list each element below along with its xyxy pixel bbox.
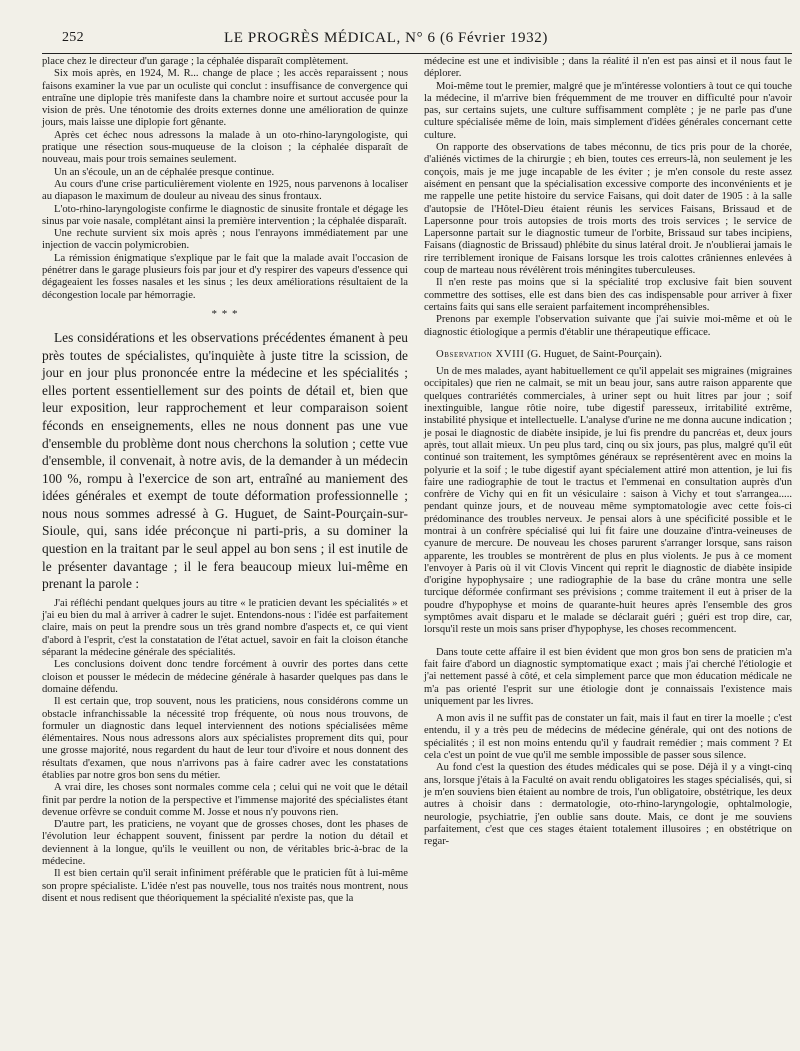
- paragraph: A mon avis il ne suffit pas de constater un fait, mais il faut en tirer la moelle ; c'est entendu, il y a très peu de médecins de médecine générale, qui ont des notions de spécialités ; il est non moins entendu qu'il y faudrait remédier ; mais comment ? Et cela c'est un point de vue qu'il me semble impossible de passer sous silence.: [424, 713, 792, 762]
- paragraph: Au cours d'une crise particulièrement violente en 1925, nous parvenons à localiser au diapason le maximum de douleur au niveau des sinus frontaux.: [42, 178, 408, 203]
- paragraph: Dans toute cette affaire il est bien évident que mon gros bon sens de praticien m'a fait faire d'abord un diagnostic symptomatique exact ; mais j'ai cherché l'étiologie et j'ai nettement passé à côté, et cela simplement parce que mon éducation médicale ne m'a pas orienté l'esprit sur une étiologie dont je connaissais l'existence mais uniquement par les livres.: [424, 646, 792, 707]
- paragraph: Un an s'écoule, un an de céphalée presque continue.: [54, 166, 275, 178]
- paragraph: Au fond c'est la question des études médicales qui se pose. Déjà il y a vingt-cinq ans, lorsque j'étais à la Faculté on avait rendu obligatoires les stages spécialisés, qui, si je m'en souviens bien étaient au nombre de trois, l'un obligatoire, obstétrique, les deux autres à choisir dans : dermatologie, oto-rhino-laryngologie, ophtalmologie, neurologie, psychiatrie, j'en oublie sans doute. Mais, ce dont je me souviens parfaitement, c'est que ces stages étaient totalement illusoires ; en obstétrique on regar-: [424, 762, 792, 848]
- paragraph: Un de mes malades, ayant habituellement ce qu'il appelait ses migraines (migraines occipitales) que rien ne calmait, se mit un beau jour, sans autre raison apparente que quelques contrariétés commerciales, à uriner sept ou huit litres par jour ; soif inextinguible, langue rôtie noire, tube digestif paresseux, irritabilité extrême, instabilité physique et intellectuelle. L'analyse d'urine ne me donna aucune indication ; je posai le diagnostic de diabète insipide, je lui fis prendre du pancréas et, deux jours après, tout allait mieux. Un peu plus tard, cinq ou six jours, pas plus, malgré qu'il eût continué son traitement, les symptômes généraux se représentèrent avec en moins la polyurie et la soif ; le tube digestif ayant spécialement attiré mon attention, je lui fis faire une radiographie de tout le tractus et l'emmenai en consultation auprès d'un confrère de Vichy qui en fit un vésiculaire : saison à Vichy et tout s'arrangea..... pendant quinze jours, et de nouveau même symptomatologie avec cette fois-ci prédominance des troubles nerveux. Je pensai alors à une spécificité possible et le montrai à un confrère spécialisé qui lui fit faire une douzaine d'intra-veineuses de cyanure de mercure. De nouveau les choses parurent s'arranger lorsque, sans raison apparente, les troubles se montrèrent de plus en plus violents. Je pus à ce moment l'envoyer à Paris où il vit Clovis Vincent qui reprit le diagnostic de diabète insipide d'origine hypophysaire ; une radiographie de la base du crâne montra une selle turcique déformée confirmant ses prévisions ; comme traitement il eut à priser de la poudre d'hypophyse et moins de quarante-huit heures après l'ensemble des gros symptômes avait disparu et le malade se déclarait guéri ; guéri est trop dire, car, lorsqu'il reste un mois sans priser d'hypophyse, les choses recommencent.: [424, 366, 792, 636]
- paragraph: Prenons par exemple l'observation suivante que j'ai suivie moi-même et où le diagnostic étiologique a permis d'établir une thérapeutique efficace.: [424, 314, 792, 338]
- paragraph: Moi-même tout le premier, malgré que je m'intéresse volontiers à tout ce qui touche la médecine, il m'arrive bien fréquemment de me trouver en difficulté pour n'avoir pas, sur certains sujets, une culture suffisamment complète ; je ne parle pas d'une culture spécialisée même de loin, mais simplement d'idées générales concernant cette culture.: [424, 80, 792, 141]
- spacer: [424, 637, 792, 647]
- paragraph: Une rechute survient six mois après ; nous l'enrayons immédiatement par une injection de vaccin polymicrobien.: [42, 228, 408, 252]
- observation-title: Observation XVIII: [436, 348, 525, 360]
- running-title: LE PROGRÈS MÉDICAL, N° 6 (6 Février 1932): [224, 30, 548, 46]
- paragraph: Il n'en reste pas moins que si la spécialité trop exclusive fait bien souvent commettre des sottises, elle est dans bien des cas indispensable pour arriver à fixer certains faits qui sans elle seraient parfaitement incompréhensibles.: [424, 277, 792, 313]
- paragraph: Il est bien certain qu'il serait infiniment préférable que le praticien fût à lui-même son propre spécialiste. L'idée n'est pas nouvelle, tous nos traités nous montrent, nous disent et nous redisent que théoriquement la spécialité n'existe pas, que la: [42, 868, 408, 904]
- paragraph: A vrai dire, les choses sont normales comme cela ; celui qui ne voit que le détail finit par perdre la notion de la perspective et l'immense majorité des spécialistes étant devenue orfèvre se conduit comme M. Josse et nous n'y pouvons rien.: [42, 782, 408, 818]
- right-column: [424, 56, 792, 848]
- editorial-introduction: Les considérations et les observations précédentes émanent à peu près toutes de spécialistes, qu'inquiète à juste titre la scission, de jour en jour plus prononcée entre la médecine et les spécialités ; elles portent essentiellement sur des points de détail et, bien que leur exposition, leur rapprochement et leur comparaison soient féconds en enseignements, elles ne nous donnent pas une vue d'ensemble du problème dont nous cherchons la solution ; cette vue d'ensemble, il convenait, à notre avis, de la demander à un médecin 100 %, rompu à l'exercice de son art, entraîné au maniement des idées générales et exempt de toute déformation professionnelle ; nous nous sommes adressé à G. Huguet, de Saint-Pourçain-sur-Sioule, qui, sans idée préconçue ni parti-pris, a su dominer la question en la traitant par le seul appel au bon sens ; il est inutile de le présenter davantage ; il le fera beaucoup mieux lui-même en prenant la parole :: [42, 329, 408, 592]
- paragraph: La rémission énigmatique s'explique par le fait que la malade avait l'occasion de pénétrer dans le garage plusieurs fois par jour et d'y respirer des vapeurs d'essence qui dégageaient les fosses nasales et les sinus ; les deux améliorations résultaient de la décongestion locale par hémorragie.: [42, 252, 408, 301]
- paragraph: On rapporte des observations de tabes méconnu, de tics pris pour de la chorée, d'aliénés victimes de la chirurgie ; eh bien, toutes ces erreurs-là, non seulement je les conçois, mais je me juge incapable de les éviter ; je m'en console du reste assez aisément en pensant que la spécialisation excessive comporte des inconvénients et je me rappelle une petite histoire du service Faisans, qui doit dater de 1905 : à la salle d'autopsie de l'Hôtel-Dieu étaient réunis les services Faisans, Brissaud et de Lapersonne pour trois autopsies de trois morts des trois services ; le service de Lapersonne partait sur le diagnostic tumeur de l'orbite, Brissaud sur tabes incipiens, Faisans (diagnostic de Brissaud) phlébite du sinus latéral droit. Je n'oublierai jamais le rire terriblement ironique de Faisans lorsque les trois calottes crâniennes enlevées à coup de marteau nous révélèrent trois méningites tuberculeuses.: [424, 142, 792, 277]
- header-rule: [42, 53, 792, 54]
- observation-source: (G. Huguet, de Saint-Pourçain).: [524, 348, 662, 360]
- paragraph: place chez le directeur d'un garage ; la céphalée disparaît complètement.: [42, 56, 349, 67]
- section-asterism: * * *: [211, 307, 239, 320]
- paragraph: médecine est une et indivisible ; dans la réalité il n'en est pas ainsi et il nous faut le déplorer.: [424, 56, 792, 80]
- page-number: 252: [62, 30, 84, 45]
- page-header: [62, 28, 788, 50]
- left-column: [42, 56, 408, 905]
- paragraph: J'ai réfléchi pendant quelques jours au titre « le praticien devant les spécialités » et j'ai eu bien du mal à arriver à cadrer le sujet. Entendons-nous : l'idée est parfaitement claire, mais on peut la prendre sous un très grand nombre d'aspects et, ce qui vient d'abord à l'esprit, c'est la constatation de l'état actuel, savoir en fait la cloison étanche séparant la médecine générale des spécialités.: [42, 597, 408, 659]
- paragraph: D'autre part, les praticiens, ne voyant que de grosses choses, dont les phases de l'évolution leur échappent souvent, finissent par perdre la notion du détail et deviennent à la longue, qu'ils le veuillent ou non, de véritables bric-à-brac de la médecine.: [42, 819, 408, 868]
- paragraph: Après cet échec nous adressons la malade à un oto-rhino-laryngologiste, qui pratique une résection sous-muqueuse de la cloison ; la céphalée disparaît de nouveau, mais pour trois semaines seulement.: [42, 129, 408, 166]
- paragraph: L'oto-rhino-laryngologiste confirme le diagnostic de sinusite frontale et dégage les sinus par voie nasale, complétant ainsi la première intervention ; la céphalée disparaît.: [42, 203, 408, 227]
- paragraph: Six mois après, en 1924, M. R... change de place ; les accès reparaissent ; nous faisons examiner la vue par un oculiste qui conclut : insuffisance de convergence qui entraîne une diplopie très manifeste dans la chambre noire et surtout accusée pour la vision de près. Une ténotomie des droits externes donne une amélioration de quinze jours, mais laisse une diplopie fort gênante.: [42, 68, 408, 129]
- paragraph: Les conclusions doivent donc tendre forcément à ouvrir des portes dans cette cloison et pousser le médecin de médecine générale à hasarder quelques pas dans le domaine défendu.: [42, 659, 408, 695]
- spacer: [424, 339, 792, 349]
- observation-heading: [424, 349, 792, 361]
- paragraph: Il est certain que, trop souvent, nous les praticiens, nous considérons comme un obstacle infranchissable la nécessité trop fréquente, où nous nous trouvons, de formuler un diagnostic dans lequel interviennent des notions spécialisées même élémentaires. Nous nous adressons alors aux spécialistes proprement dits qui, pour une grosse majorité, nous regardent du haut de leur tour d'ivoire et nous donnent des résultats d'examen, que nous n'arrivons pas à faire cadrer avec les constatations établies par notre gros bon sens du métier.: [42, 696, 408, 781]
